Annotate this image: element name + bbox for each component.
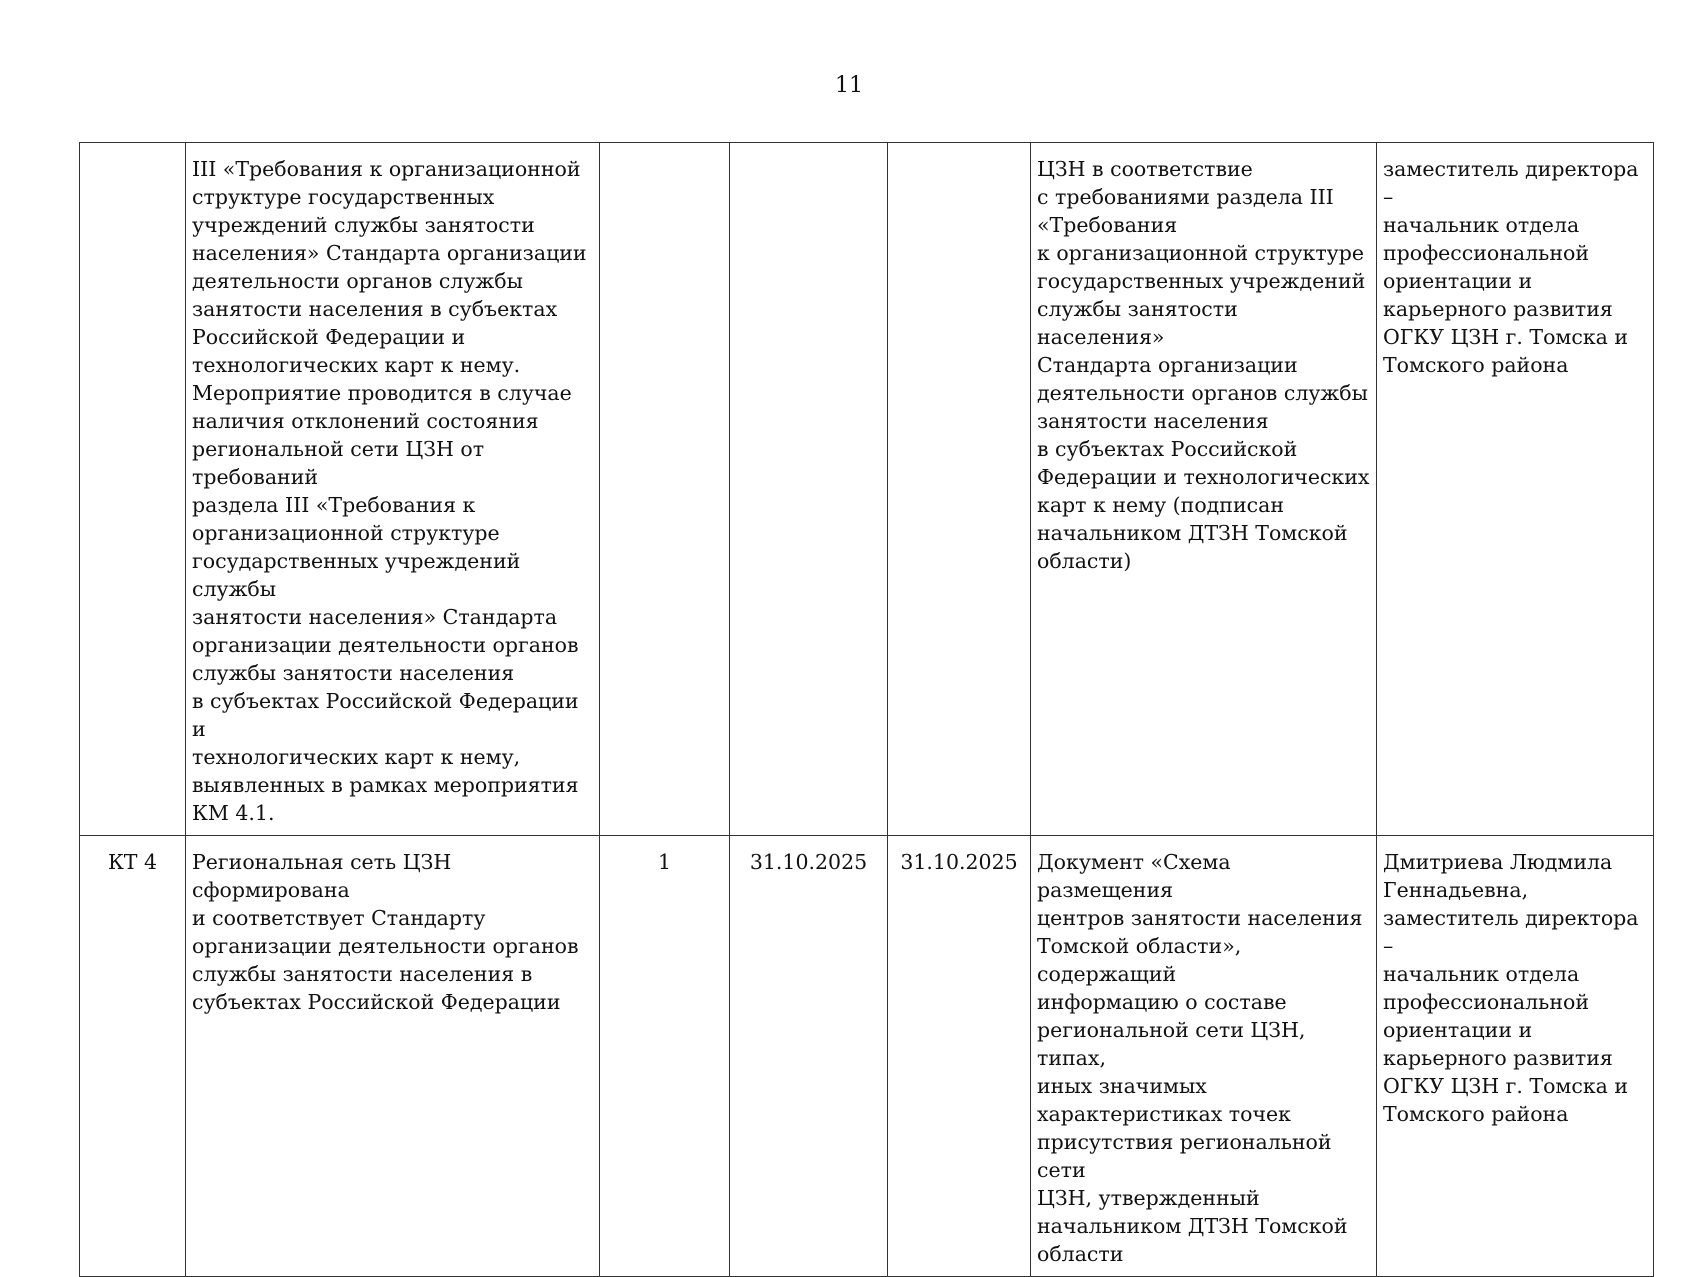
plan-table xyxy=(79,142,1654,1277)
cell-date-start xyxy=(730,143,888,836)
cell-document: ЦЗН в соответствие с требованиями раздела III «Требования к организационной структуре государственных учреждений службы занятости населения» Стандарта организации деятельности органов службы занятости населения в субъектах Российской Федерации и технологических карт к нему (подписан начальником ДТЗН Томской области) xyxy=(1031,143,1377,836)
table-row xyxy=(80,836,1654,1277)
cell-responsible: заместитель директора – начальник отдела профессиональной ориентации и карьерного развития ОГКУ ЦЗН г. Томска и Томского района xyxy=(1377,143,1654,836)
cell-date-start: 31.10.2025 xyxy=(730,836,888,1277)
cell-date-end xyxy=(888,143,1031,836)
cell-description: Региональная сеть ЦЗН сформирована и соответствует Стандарту организации деятельности органов службы занятости населения в субъектах Российской Федерации xyxy=(186,836,600,1277)
cell-id xyxy=(80,143,186,836)
table-row xyxy=(80,143,1654,836)
cell-value xyxy=(600,143,730,836)
cell-document: Документ «Схема размещения центров занятости населения Томской области», содержащий информацию о составе региональной сети ЦЗН, типах, иных значимых характеристиках точек присутствия региональной сети ЦЗН, утвержденный начальником ДТЗН Томской области xyxy=(1031,836,1377,1277)
cell-responsible: Дмитриева Людмила Геннадьевна, заместитель директора – начальник отдела профессиональной ориентации и карьерного развития ОГКУ ЦЗН г. Томска и Томского района xyxy=(1377,836,1654,1277)
cell-description: III «Требования к организационной структуре государственных учреждений службы занятости населения» Стандарта организации деятельности органов службы занятости населения в субъектах Российской Федерации и технологических карт к нему. Мероприятие проводится в случае наличия отклонений состояния региональной сети ЦЗН от требований раздела III «Требования к организационной структуре государственных учреждений службы занятости населения» Стандарта организации деятельности органов службы занятости населения в субъектах Российской Федерации и технологических карт к нему, выявленных в рамках мероприятия КМ 4.1. xyxy=(186,143,600,836)
cell-value: 1 xyxy=(600,836,730,1277)
page-number: 11 xyxy=(835,73,863,98)
cell-id: КТ 4 xyxy=(80,836,186,1277)
cell-date-end: 31.10.2025 xyxy=(888,836,1031,1277)
